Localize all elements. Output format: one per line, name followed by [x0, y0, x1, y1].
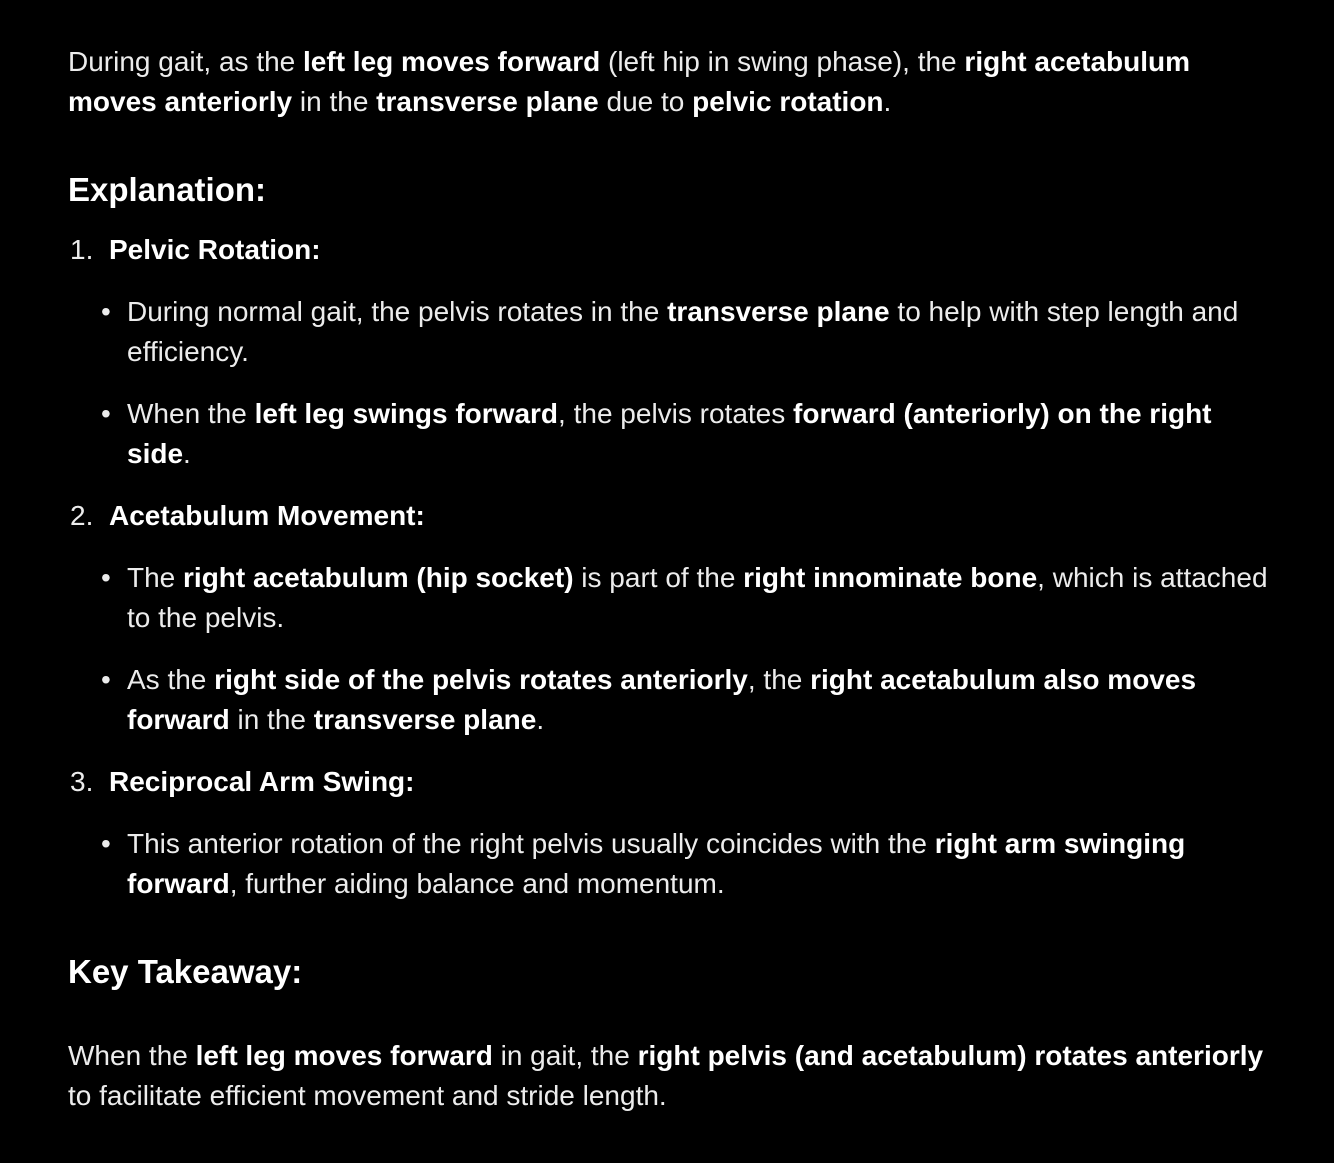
list-item-title: Pelvic Rotation: [109, 234, 321, 265]
intro-text: in the [292, 86, 377, 117]
takeaway-paragraph [68, 1036, 1278, 1116]
bullet-bold: right acetabulum also moves forward [127, 664, 1197, 735]
intro-text: due to [598, 86, 693, 117]
intro-text: During gait, as the [68, 46, 304, 77]
intro-bold: left leg moves forward [303, 46, 601, 77]
bullet-text: , further aiding balance and momentum. [229, 868, 725, 899]
bullet-text: When the [127, 398, 255, 429]
bullet-item [68, 394, 1278, 474]
bullet-text: , which is attached to the pelvis. [127, 562, 1268, 633]
intro-text: (left hip in swing phase), the [600, 46, 965, 77]
bullet-bold: transverse plane [667, 296, 890, 327]
takeaway-text: When the [68, 1040, 196, 1071]
response-content [68, 42, 1278, 1116]
bullet-bold: forward (anteriorly) on the right side [127, 398, 1212, 469]
bullet-text: in the [229, 704, 314, 735]
bullet-text: , the pelvis rotates [558, 398, 794, 429]
bullet-item [68, 660, 1278, 740]
bullet-text: is part of the [573, 562, 744, 593]
bullet-text: . [536, 704, 545, 735]
list-number: 2. [70, 500, 94, 531]
bullet-text: to help with step length and efficiency. [127, 296, 1239, 367]
list-item-acetabulum-movement [68, 496, 1278, 536]
list-item-title: Acetabulum Movement: [109, 500, 425, 531]
bullet-icon: • [101, 296, 111, 327]
list-item-reciprocal-arm-swing [68, 762, 1278, 802]
explanation-heading: Explanation: [68, 171, 267, 208]
bullet-bold: right side of the pelvis rotates anteriorly [214, 664, 748, 695]
bullet-bold: left leg swings forward [254, 398, 559, 429]
bullet-icon: • [101, 828, 111, 859]
bullet-text: As the [127, 664, 215, 695]
bullet-bold: transverse plane [313, 704, 537, 735]
list-number: 3. [70, 766, 94, 797]
intro-bold: right acetabulum moves anteriorly [68, 46, 1191, 117]
takeaway-bold: left leg moves forward [195, 1040, 493, 1071]
bullet-text: . [183, 438, 191, 469]
list-number: 1. [70, 234, 94, 265]
bullet-icon: • [101, 562, 111, 593]
intro-bold: pelvic rotation [692, 86, 884, 117]
intro-text: . [883, 86, 892, 117]
bullet-item [68, 558, 1278, 638]
bullet-item [68, 824, 1278, 904]
bullet-text: This anterior rotation of the right pelvis usually coincides with the [127, 828, 935, 859]
list-item-pelvic-rotation [68, 230, 1278, 270]
bullet-bold: right arm swinging forward [127, 828, 1186, 899]
bullet-text: During normal gait, the pelvis rotates in the [127, 296, 668, 327]
bullet-bold: right acetabulum (hip socket) [183, 562, 574, 593]
intro-paragraph [68, 42, 1278, 122]
bullet-text: , the [747, 664, 811, 695]
bullet-item [68, 292, 1278, 372]
takeaway-text: in gait, the [492, 1040, 638, 1071]
bullet-icon: • [101, 398, 111, 429]
takeaway-bold: right pelvis (and acetabulum) rotates anteriorly [637, 1040, 1264, 1071]
bullet-bold: right innominate bone [743, 562, 1038, 593]
takeaway-text: to facilitate efficient movement and stride length. [68, 1080, 667, 1111]
list-item-title: Reciprocal Arm Swing: [109, 766, 415, 797]
key-takeaway-heading: Key Takeaway: [68, 953, 303, 990]
bullet-icon: • [101, 664, 111, 695]
intro-bold: transverse plane [376, 86, 599, 117]
bullet-text: The [127, 562, 184, 593]
